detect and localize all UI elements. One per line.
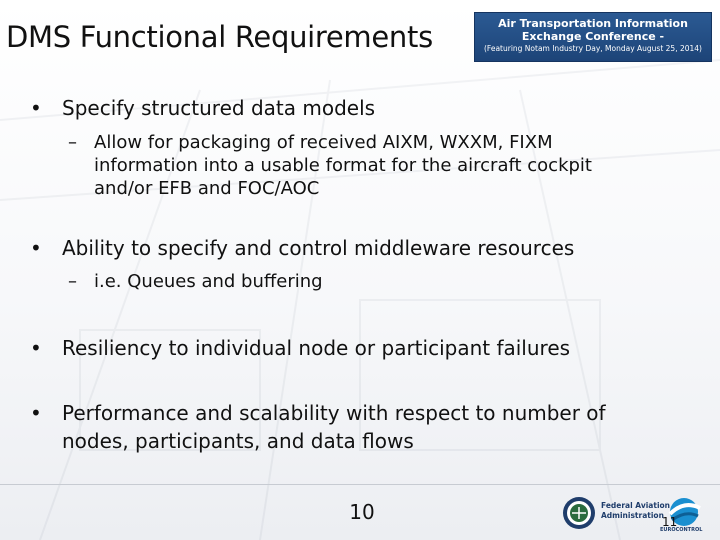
conference-banner-line3: (Featuring Notam Industry Day, Monday August 25, 2014): [484, 44, 702, 53]
sub-bullet-marker: –: [68, 271, 77, 292]
bullet-marker: •: [30, 236, 42, 260]
conference-banner-line1: Air Transportation Information: [498, 17, 688, 30]
sub-bullet-text: Allow for packaging of received AIXM, WXXM, FIXM information into a usable format for the aircraft cockpit and/or EFB and FOC/AOC: [94, 132, 592, 199]
faa-line1: Federal Aviation: [601, 501, 671, 510]
slide-number: 11: [662, 515, 678, 529]
bullet-text-line2: nodes, participants, and data flows: [62, 429, 414, 453]
bullet-marker: •: [30, 336, 42, 360]
conference-banner-line2: Exchange Conference -: [521, 30, 665, 43]
conference-banner: [474, 12, 712, 62]
slide-title: DMS Functional Requirements: [6, 20, 433, 54]
faa-wordmark: [601, 501, 670, 521]
bullet-text: Specify structured data models: [62, 96, 376, 120]
bullet-marker: •: [30, 96, 42, 120]
faa-seal-icon: [562, 496, 596, 530]
bullet-text: Ability to specify and control middleware resources: [62, 236, 575, 260]
bullet-text-line1: Performance and scalability with respect to number of: [62, 401, 606, 425]
bullet-text: Resiliency to individual node or participant failures: [62, 336, 571, 360]
sub-bullet-text: i.e. Queues and buffering: [94, 271, 323, 292]
faa-line2: Administration: [601, 511, 664, 520]
bullet-marker: •: [30, 401, 42, 425]
sub-bullet-marker: –: [68, 132, 77, 153]
page-number: 10: [349, 500, 375, 524]
footer-divider: [0, 484, 720, 485]
eurocontrol-wordmark: EUROCONTROL: [660, 527, 703, 533]
